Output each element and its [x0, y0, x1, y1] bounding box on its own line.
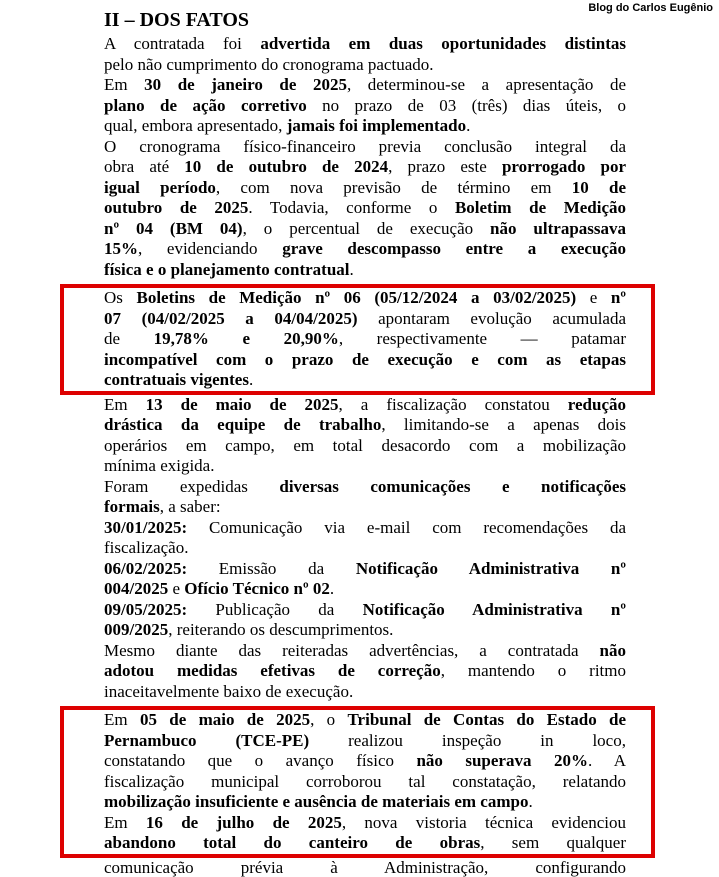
text-line: 004/2025 e Ofício Técnico nº 02. [104, 579, 335, 598]
highlight-box-1 [60, 284, 655, 395]
text-line: plano de ação corretivo no prazo de 03 (três) dias úteis, o [104, 95, 626, 115]
paragraph-block [104, 858, 626, 877]
text-line: física e o planejamento contratual. [104, 259, 354, 279]
text-line: Pernambuco (TCE-PE) realizou inspeção in loco, [104, 730, 626, 750]
text-line: Os Boletins de Medição nº 06 (05/12/2024 a 03/02/2025) e nº [104, 288, 626, 307]
text-line: Em 16 de julho de 2025, nova vistoria técnica evidenciou [104, 812, 626, 832]
text-line: Em 05 de maio de 2025, o Tribunal de Contas do Estado de [104, 710, 626, 729]
text-line: drástica da equipe de trabalho, limitando-se a apenas dois [104, 415, 626, 434]
text-line: O cronograma físico-financeiro previa conclusão integral da [104, 136, 626, 156]
section-heading: II – DOS FATOS [104, 9, 250, 31]
text-line: qual, embora apresentado, jamais foi implementado. [104, 116, 471, 135]
text-line: Foram expedidas diversas comunicações e notificações [104, 476, 626, 496]
text-line: de 19,78% e 20,90%, respectivamente — patamar [104, 329, 626, 348]
highlight-box-2 [60, 706, 655, 858]
text-line: incompatível com o prazo de execução e com as etapas [104, 349, 626, 369]
document-body [104, 6, 626, 877]
text-line: nº 04 (BM 04), o percentual de execução não ultrapassava [104, 218, 626, 238]
text-line: Mesmo diante das reiteradas advertências, a contratada não [104, 640, 626, 660]
text-line: comunicação prévia à Administração, configurando [104, 857, 626, 877]
paragraph-block [104, 34, 626, 280]
text-line: A contratada foi advertida em duas oportunidades distintas [104, 34, 626, 53]
text-line: 09/05/2025: Publicação da Notificação Administrativa nº [104, 599, 626, 619]
text-line: 06/02/2025: Emissão da Notificação Administrativa nº [104, 558, 626, 578]
text-line: igual período, com nova previsão de término em 10 de [104, 177, 626, 197]
text-line: formais, a saber: [104, 497, 221, 516]
text-line: operários em campo, em total desacordo com a mobilização [104, 435, 626, 455]
text-line: abandono total do canteiro de obras, sem qualquer [104, 833, 626, 852]
text-line: obra até 10 de outubro de 2024, prazo este prorrogado por [104, 157, 626, 176]
text-line: 07 (04/02/2025 a 04/04/2025) apontaram evolução acumulada [104, 308, 626, 328]
text-line: Em 30 de janeiro de 2025, determinou-se a apresentação de [104, 75, 626, 94]
text-line: fiscalização municipal corroborou tal constatação, relatando [104, 771, 626, 791]
text-line: inaceitavelmente baixo de execução. [104, 681, 354, 701]
text-line: fiscalização. [104, 538, 189, 557]
text-line: outubro de 2025. Todavia, conforme o Boletim de Medição [104, 198, 626, 217]
text-line: constatando que o avanço físico não superava 20%. A [104, 751, 626, 770]
text-line: 15%, evidenciando grave descompasso entre a execução [104, 239, 626, 258]
text-line: mobilização insuficiente e ausência de materiais em campo. [104, 792, 533, 811]
text-line: adotou medidas efetivas de correção, mantendo o ritmo [104, 661, 626, 680]
text-line: pelo não cumprimento do cronograma pactuado. [104, 54, 434, 74]
text-line: contratuais vigentes. [104, 370, 254, 389]
text-line: mínima exigida. [104, 456, 215, 475]
text-line: 30/01/2025: Comunicação via e-mail com recomendações da [104, 517, 626, 537]
blog-watermark: Blog do Carlos Eugênio [588, 2, 713, 14]
text-line: Em 13 de maio de 2025, a fiscalização constatou redução [104, 394, 626, 414]
text-line: 009/2025, reiterando os descumprimentos. [104, 620, 394, 639]
paragraph-block [104, 395, 626, 703]
